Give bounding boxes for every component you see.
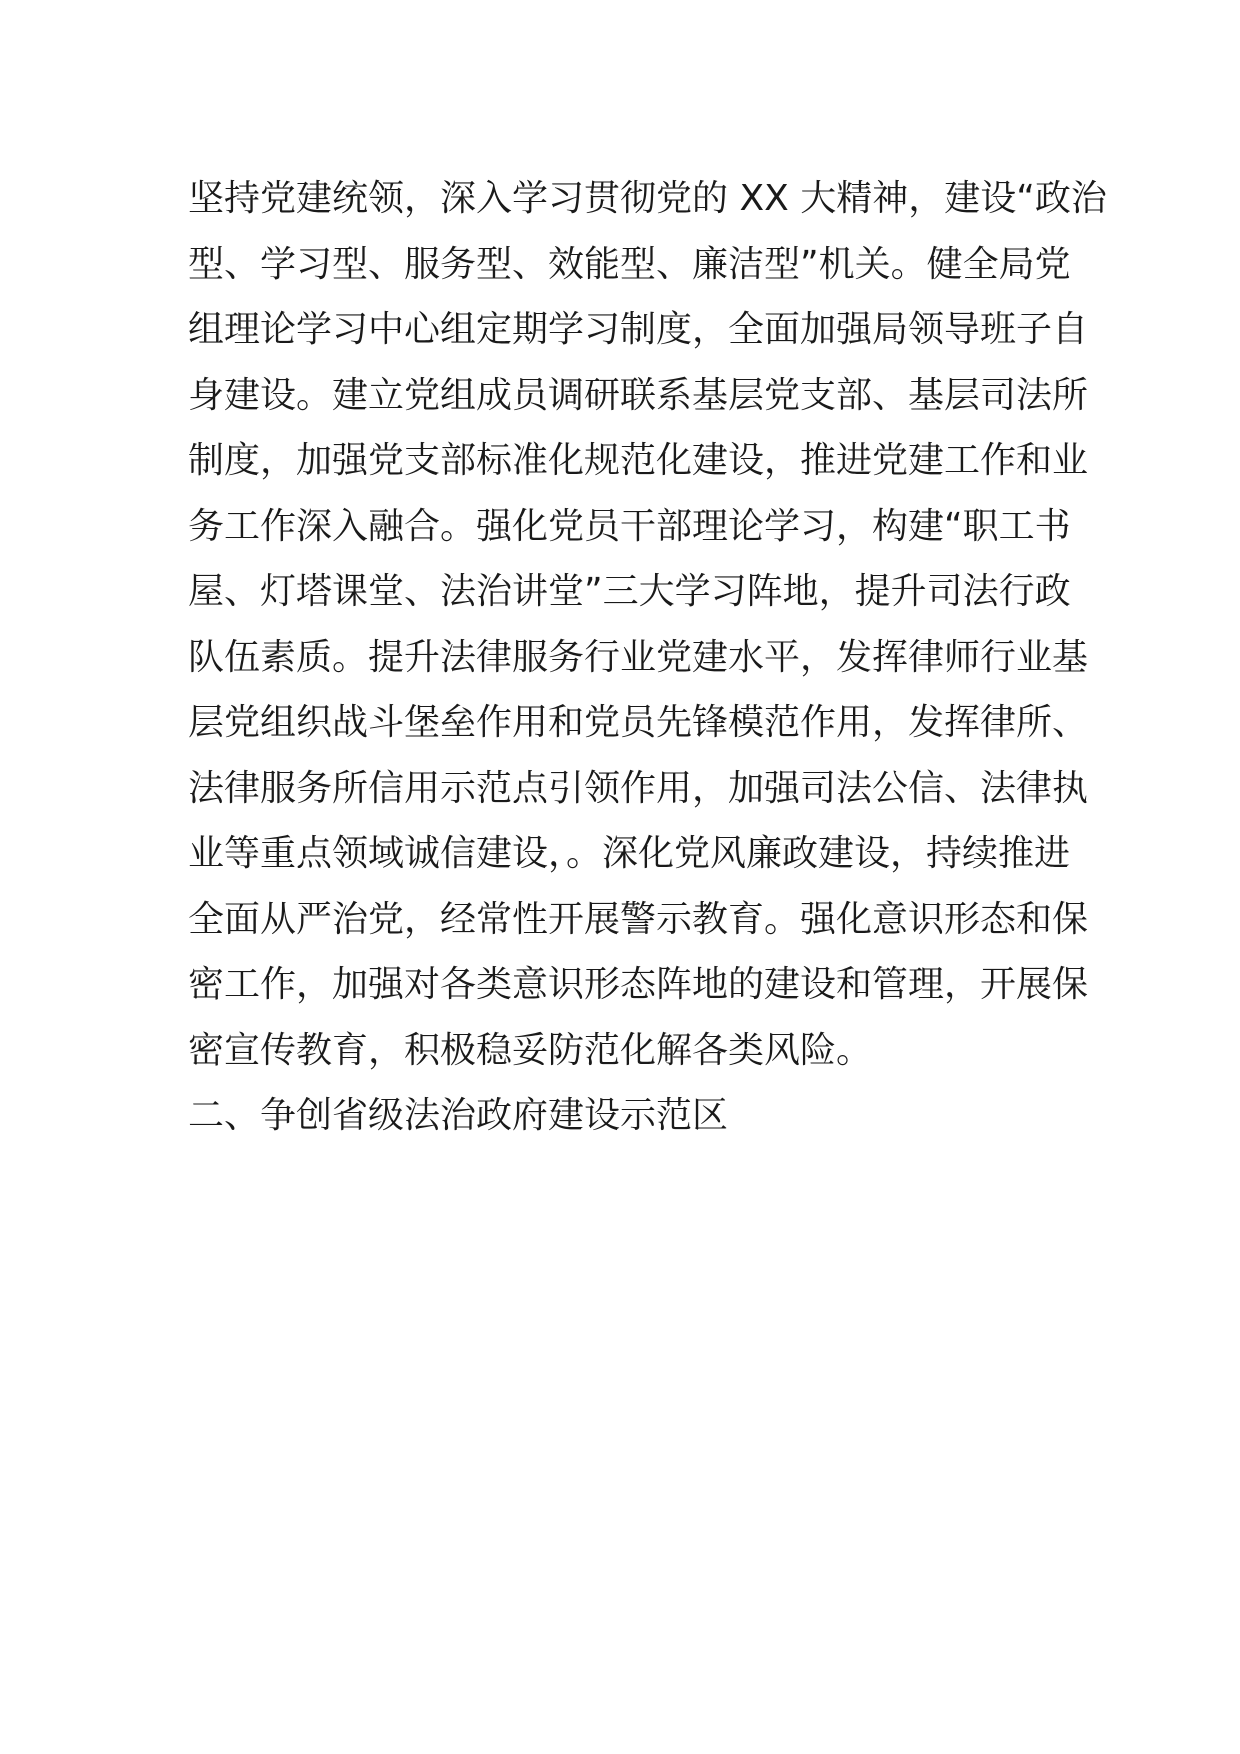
paragraph-line: 业等重点领域诚信建设，。深化党风廉政建设，持续推进 <box>188 833 1071 874</box>
paragraph-line: 坚持党建统领，深入学习贯彻党的 XX 大精神，建设“政治 <box>188 178 1107 219</box>
paragraph-line: 层党组织战斗堡垒作用和党员先锋模范作用，发挥律所、 <box>188 702 1089 743</box>
paragraph-line: 身建设。建立党组成员调研联系基层党支部、基层司法所 <box>188 374 1089 416</box>
paragraph-line: 密工作，加强对各类意识形态阵地的建设和管理，开展保 <box>188 964 1089 1005</box>
paragraph-line: 型、学习型、服务型、效能型、廉洁型”机关。健全局党 <box>188 243 1071 285</box>
paragraph-line: 务工作深入融合。强化党员干部理论学习，构建“职工书 <box>188 505 1071 547</box>
section-heading: 二、争创省级法治政府建设示范区 <box>188 1095 729 1136</box>
paragraph-line: 组理论学习中心组定期学习制度，全面加强局领导班子自 <box>188 309 1089 350</box>
paragraph-line: 屋、灯塔课堂、法治讲堂”三大学习阵地，提升司法行政 <box>188 571 1071 612</box>
paragraph-line: 密宣传教育，积极稳妥防范化解各类风险。 <box>188 1029 873 1071</box>
paragraph-party-building <box>188 166 1107 1083</box>
paragraph-line: 法律服务所信用示范点引领作用，加强司法公信、法律执 <box>188 767 1089 809</box>
document-body <box>188 166 1107 1149</box>
paragraph-line: 制度，加强党支部标准化规范化建设，推进党建工作和业 <box>188 440 1089 481</box>
paragraph-line: 全面从严治党，经常性开展警示教育。强化意识形态和保 <box>188 898 1089 940</box>
paragraph-line: 队伍素质。提升法律服务行业党建水平，发挥律师行业基 <box>188 636 1089 678</box>
